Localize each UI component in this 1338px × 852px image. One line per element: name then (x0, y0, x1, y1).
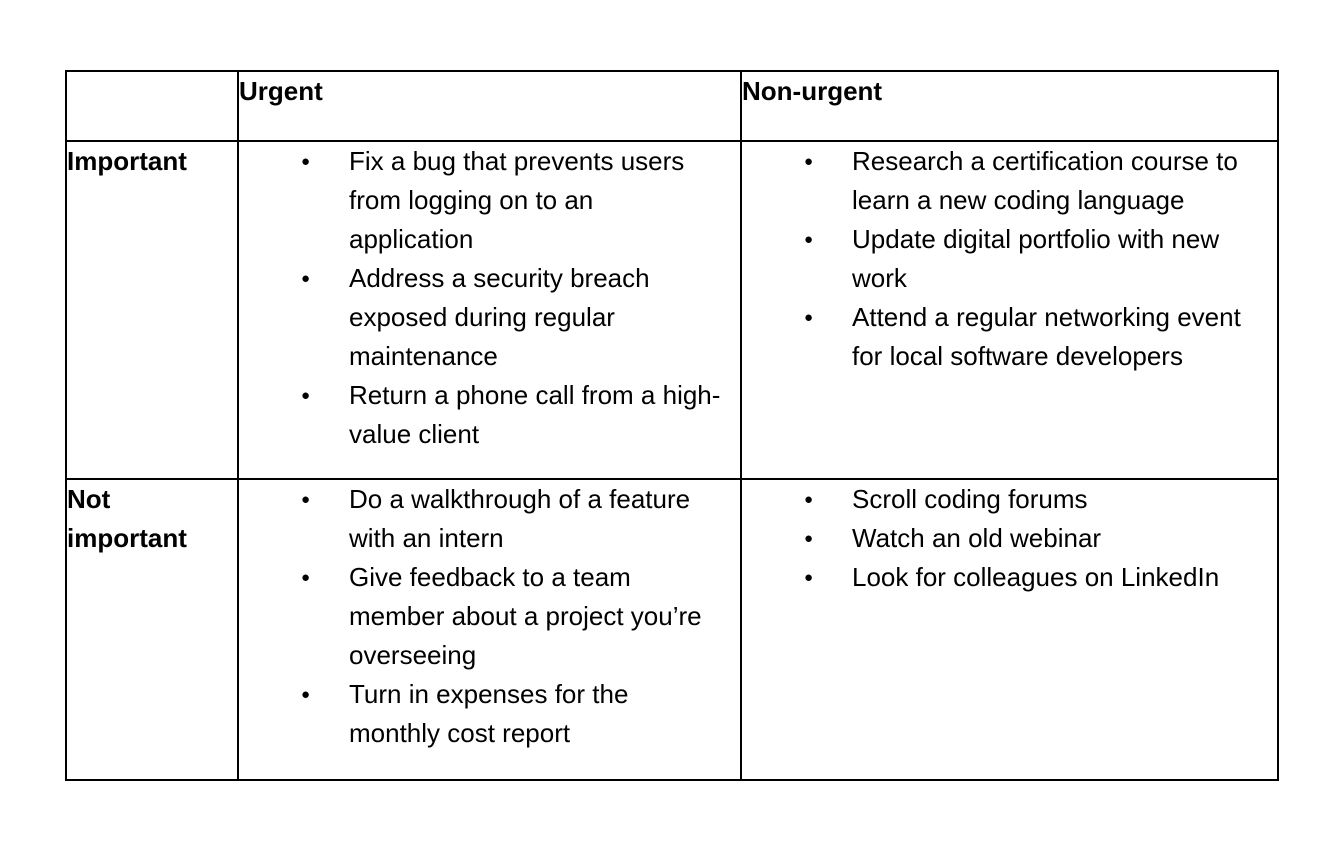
list-item-text: Attend a regular networking event for local software developers (852, 302, 1241, 371)
bullet-icon: ● (301, 686, 311, 703)
list-item-text: Turn in expenses for the monthly cost report (349, 679, 629, 748)
column-header-non-urgent: Non-urgent (741, 71, 1278, 141)
bullet-icon: ● (804, 569, 814, 586)
list-item (239, 675, 740, 753)
list-item (742, 480, 1277, 519)
list-item (239, 480, 740, 558)
bullet-icon: ● (804, 491, 814, 508)
list-item-text: Look for colleagues on LinkedIn (852, 562, 1220, 592)
list-item (239, 142, 740, 259)
bullet-icon: ● (301, 569, 311, 586)
list-item-text: Do a walkthrough of a feature with an intern (349, 484, 691, 553)
list-item-text: Scroll coding forums (852, 484, 1088, 514)
list-item-text: Watch an old webinar (852, 523, 1102, 553)
list-item-text: Fix a bug that prevents users from logging on to an application (349, 146, 685, 254)
list-item-text: Give feedback to a team member about a project you’re overseeing (349, 562, 702, 670)
nonurgent-not-important-list (742, 480, 1277, 597)
corner-cell (66, 71, 238, 141)
header-row (66, 71, 1278, 141)
bullet-icon: ● (301, 153, 311, 170)
list-item (239, 376, 740, 454)
bullet-icon: ● (804, 309, 814, 326)
list-item (742, 142, 1277, 220)
urgent-important-list (239, 142, 740, 454)
urgent-not-important-list (239, 480, 740, 753)
list-item (742, 220, 1277, 298)
bullet-icon: ● (301, 491, 311, 508)
list-item (239, 558, 740, 675)
bullet-icon: ● (301, 387, 311, 404)
list-item (742, 298, 1277, 376)
nonurgent-important-list (742, 142, 1277, 376)
list-item (239, 259, 740, 376)
column-header-urgent: Urgent (238, 71, 741, 141)
list-item (742, 519, 1277, 558)
cell-nonurgent-important (741, 141, 1278, 479)
row-header-important: Important (66, 141, 238, 479)
eisenhower-matrix-table (65, 70, 1279, 781)
table-row-important (66, 141, 1278, 479)
list-item-text: Address a security breach exposed during regular maintenance (349, 263, 650, 371)
cell-urgent-not-important (238, 479, 741, 780)
bullet-icon: ● (804, 153, 814, 170)
table-row-not-important (66, 479, 1278, 780)
bullet-icon: ● (804, 530, 814, 547)
bullet-icon: ● (301, 270, 311, 287)
list-item-text: Research a certification course to learn a new coding language (852, 146, 1238, 215)
cell-nonurgent-not-important (741, 479, 1278, 780)
row-header-not-important: Not important (66, 479, 238, 780)
cell-urgent-important (238, 141, 741, 479)
bullet-icon: ● (804, 231, 814, 248)
list-item-text: Return a phone call from a high-value client (349, 380, 721, 449)
list-item (742, 558, 1277, 597)
list-item-text: Update digital portfolio with new work (852, 224, 1220, 293)
